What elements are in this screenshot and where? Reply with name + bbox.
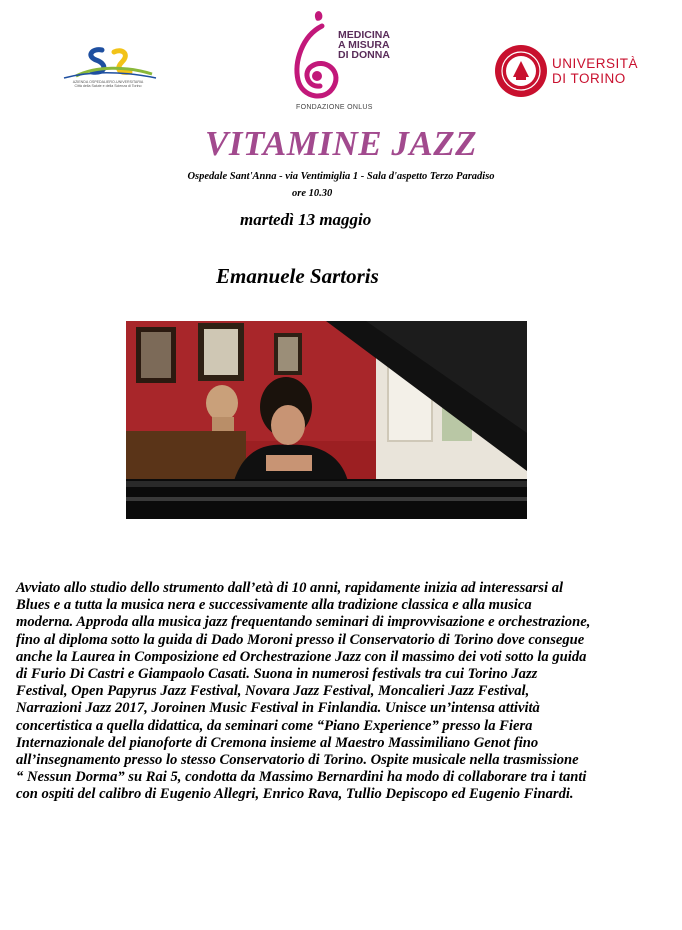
performer-name: Emanuele Sartoris [216, 264, 379, 288]
event-title: VITAMINE JAZZ [205, 124, 477, 163]
logo-center-line-2: A MISURA [338, 39, 390, 51]
logo-left-text-1: AZIENDA OSPEDALIERO-UNIVERSITARIA [72, 80, 144, 84]
hospital-logo [56, 46, 160, 98]
bio-line: Narrazioni Jazz 2017, Joroinen Music Festival in Finlandia. Unisce un’intensa attività [16, 700, 540, 717]
bio-line: anche la Laurea in Composizione ed Orchestrazione Jazz con il massimo dei voti sotto la guida [16, 648, 587, 665]
bio-line: concertistica a quella didattica, da seminari come “Piano Experience” presso la Fiera [16, 717, 533, 734]
logo-center-line-1: MEDICINA [338, 29, 390, 41]
bio-line: Internazionale del pianoforte di Cremona insieme al Maestro Massimiliano Genot fino [16, 734, 539, 751]
universita-di-torino-seal [494, 44, 548, 98]
bio-line: moderna. Approda alla musica jazz frequentando seminari di improvvisazione e orchestrazione, [16, 614, 591, 631]
asl-logo-icon [56, 46, 160, 82]
event-venue: Ospedale Sant'Anna - via Ventimiglia 1 - Sala d'aspetto Terzo Paradiso [187, 171, 495, 182]
bio-line: all’insegnamento presso lo stesso Conservatorio di Torino. Ospite musicale nella trasmissione [16, 752, 579, 769]
university-name-line-1: UNIVERSITÀ [552, 56, 639, 71]
bio-line: di Furio Di Castri e Giampaolo Casati. Suona in numerosi festivals tra cui Torino Jazz [16, 666, 538, 683]
logo-center-caption: FONDAZIONE ONLUS [296, 104, 373, 111]
event-date: martedì 13 maggio [240, 210, 372, 229]
bio-line: Blues e a tutta la musica nera e successivamente alla tradizione classica e alla musica [16, 597, 532, 614]
university-name-line-2: DI TORINO [552, 71, 626, 86]
bio-line: Festival, Open Papyrus Jazz Festival, Novara Jazz Festival, Moncalieri Jazz Festival, [16, 683, 530, 700]
performer-photo [126, 321, 527, 519]
performer-biography [16, 580, 676, 804]
logo-left-text-2: Città della Salute e della Scienza di Torino [74, 84, 142, 89]
bio-line: Avviato allo studio dello strumento dall’età di 10 anni, rapidamente inizia ad interessarsi al [16, 580, 564, 596]
bio-line: “ Nessun Dorma” su Rai 5, condotta da Massimo Bernardini ha modo di collaborare tra i tanti [16, 769, 587, 786]
bio-line: con ospiti del calibro di Eugenio Allegri, Enrico Rava, Tullio Depiscopo ed Eugenio Finardi. [16, 786, 574, 803]
bio-line: fino al diploma sotto la guida di Dado Moroni presso il Conservatorio di Torino dove consegue [16, 631, 585, 648]
event-time: ore 10.30 [292, 188, 333, 199]
foundation-logo [286, 6, 406, 116]
logo-center-line-3: DI DONNA [338, 49, 390, 61]
university-logo [494, 44, 639, 102]
pianist-photo-image [126, 321, 527, 519]
medicina-a-misura-di-donna-logo [286, 6, 346, 106]
